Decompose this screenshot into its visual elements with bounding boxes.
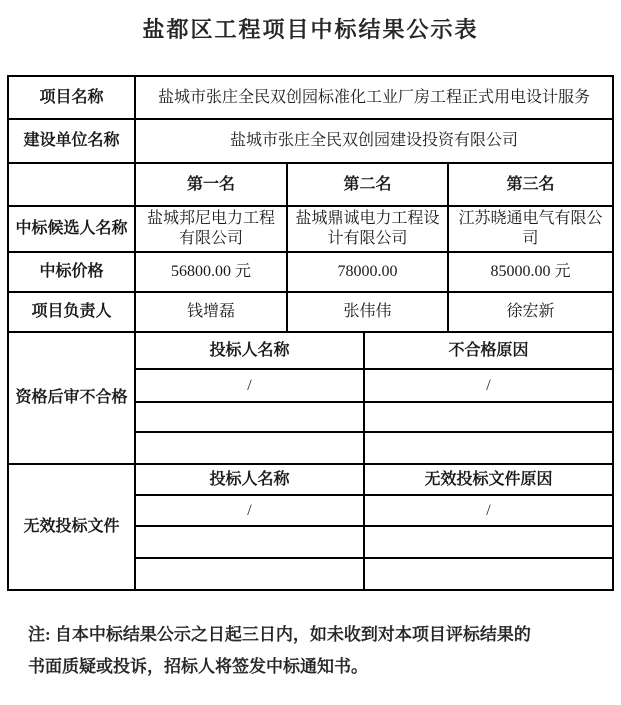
corner-empty-cell xyxy=(8,163,135,206)
bid-results-table xyxy=(7,75,614,591)
disqualified-reason-1: / xyxy=(364,369,613,402)
disqualified-bidder-2 xyxy=(135,402,364,432)
invalid-reason-2 xyxy=(364,526,613,558)
owner-value: 盐城市张庄全民双创园建设投资有限公司 xyxy=(135,119,613,163)
table-row xyxy=(8,292,613,332)
footer-note xyxy=(28,619,591,683)
invalid-bidder-1: / xyxy=(135,495,364,526)
disqualified-bidder-3 xyxy=(135,432,364,464)
document-page xyxy=(0,13,621,683)
table-row xyxy=(8,76,613,119)
invalid-bidder-2 xyxy=(135,526,364,558)
manager-1: 钱增磊 xyxy=(135,292,287,332)
project-name-value: 盐城市张庄全民双创园标准化工业厂房工程正式用电设计服务 xyxy=(135,76,613,119)
price-1: 56800.00 元 xyxy=(135,252,287,292)
project-name-label: 项目名称 xyxy=(8,76,135,119)
rank-3-header: 第三名 xyxy=(448,163,613,206)
invalid-bidder-3 xyxy=(135,558,364,590)
disqualified-section-label: 资格后审不合格 xyxy=(8,332,135,464)
rank-2-header: 第二名 xyxy=(287,163,448,206)
manager-label: 项目负责人 xyxy=(8,292,135,332)
disqualified-reason-3 xyxy=(364,432,613,464)
table-row xyxy=(8,206,613,252)
table-row xyxy=(8,119,613,163)
invalid-section-label: 无效投标文件 xyxy=(8,464,135,590)
price-label: 中标价格 xyxy=(8,252,135,292)
manager-2: 张伟伟 xyxy=(287,292,448,332)
disqualified-reason-header: 不合格原因 xyxy=(364,332,613,369)
invalid-reason-1: / xyxy=(364,495,613,526)
candidate-1: 盐城邦尼电力工程有限公司 xyxy=(135,206,287,252)
disqualified-bidder-1: / xyxy=(135,369,364,402)
price-2: 78000.00 xyxy=(287,252,448,292)
invalid-reason-3 xyxy=(364,558,613,590)
invalid-bidder-header: 投标人名称 xyxy=(135,464,364,495)
candidate-2: 盐城鼎诚电力工程设计有限公司 xyxy=(287,206,448,252)
owner-label: 建设单位名称 xyxy=(8,119,135,163)
page-title: 盐都区工程项目中标结果公示表 xyxy=(142,17,479,42)
table-row xyxy=(8,464,613,495)
table-row xyxy=(8,332,613,369)
table-row xyxy=(8,252,613,292)
footer-note-line1: 注: 自本中标结果公示之日起三日内，如未收到对本项目评标结果的 xyxy=(28,625,531,644)
price-3: 85000.00 元 xyxy=(448,252,613,292)
disqualified-reason-2 xyxy=(364,402,613,432)
footer-note-line2: 书面质疑或投诉，招标人将签发中标通知书。 xyxy=(28,657,368,676)
invalid-reason-header: 无效投标文件原因 xyxy=(364,464,613,495)
rank-1-header: 第一名 xyxy=(135,163,287,206)
candidates-label: 中标候选人名称 xyxy=(8,206,135,252)
table-row xyxy=(8,163,613,206)
disqualified-bidder-header: 投标人名称 xyxy=(135,332,364,369)
candidate-3: 江苏晓通电气有限公司 xyxy=(448,206,613,252)
manager-3: 徐宏新 xyxy=(448,292,613,332)
